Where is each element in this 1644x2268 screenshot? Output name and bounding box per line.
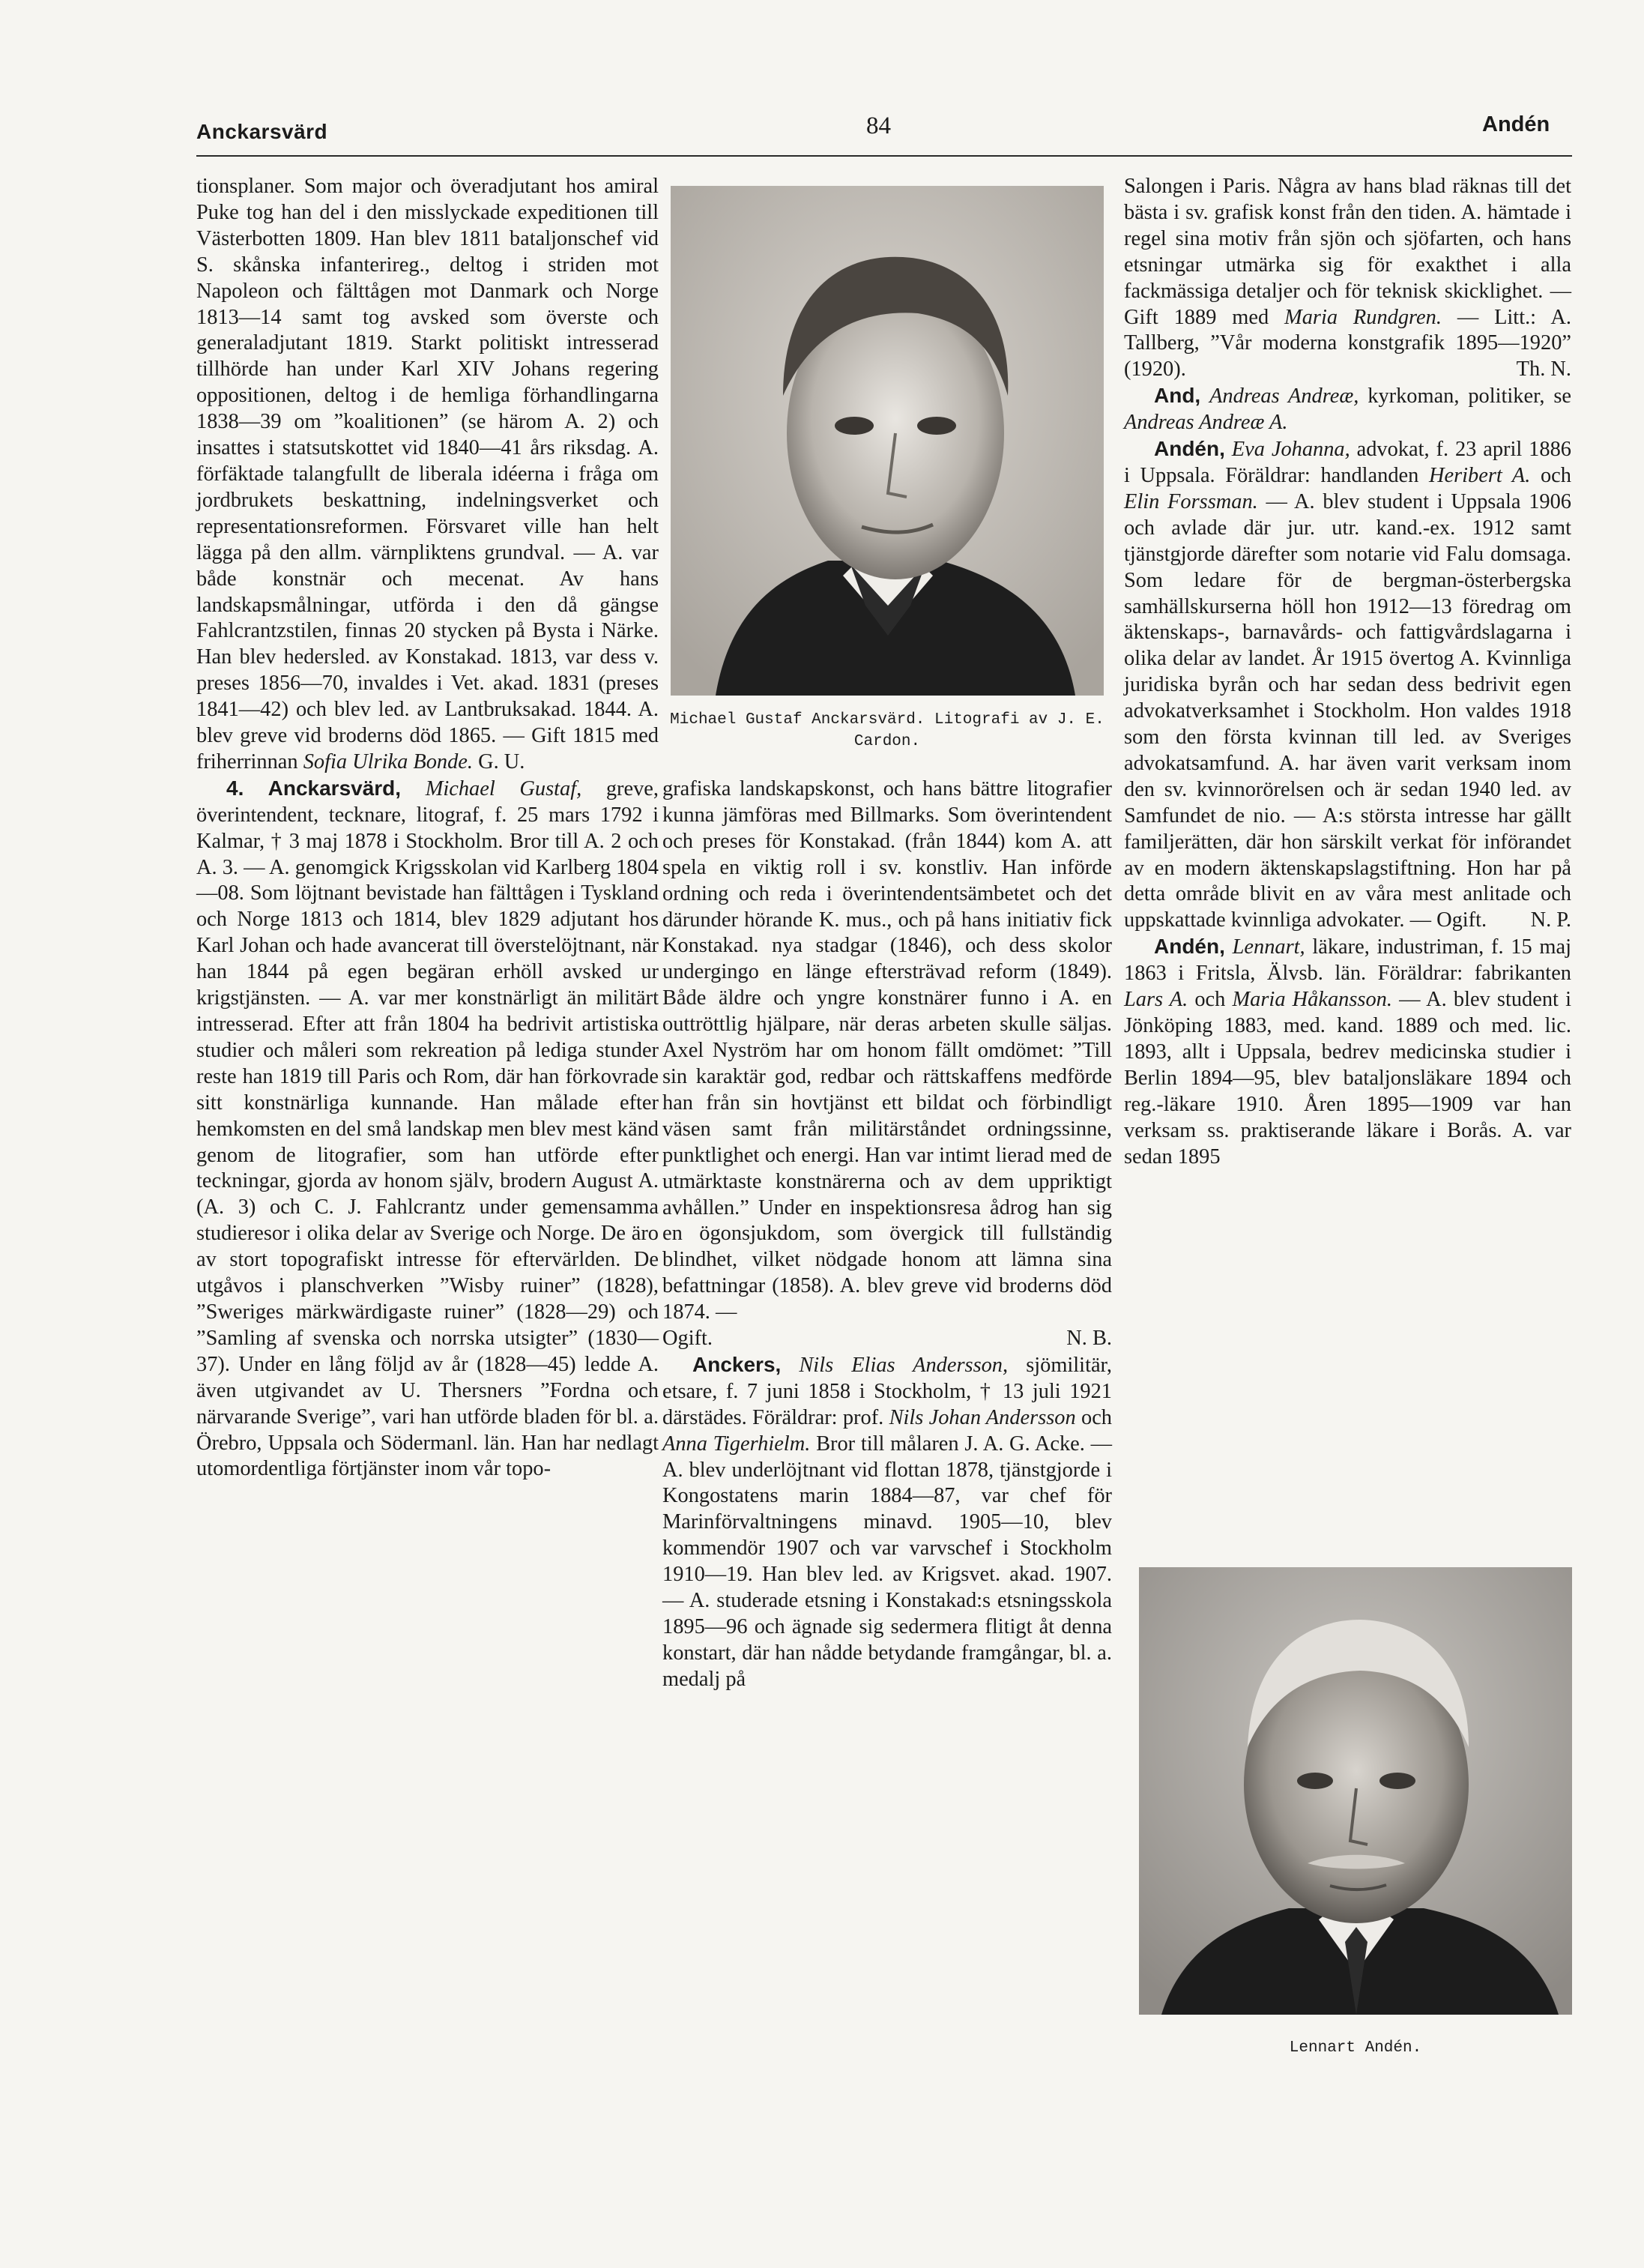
entry-headword: Andén, — [1154, 437, 1225, 461]
entry-given-name: Nils Elias Andersson, — [799, 1353, 1009, 1377]
spouse-name: Maria Rundgren. — [1284, 305, 1442, 329]
entry-text: — A. blev student i Uppsala 1906 och avlade där jur. utr. kand.-ex. 1912 samt tjänstgjorde därefter som notarie vid Falu domsaga. Som ledare för de bergman-österbergska samhällskurserna höll hon 1912—13 föredrag om äktenskaps-, barnavårds- och fattigvårdslagarna i olika delar av landet. År 1915 övertog A. Kvinnliga juridiska byrån och har sedan dess bedrivit egen advokatverksamhet i Stockholm. Hon valdes 1918 som den första kvinnan till led. av Sveriges advokatsamfund. A. har även varit verksam inom den sv. kvinnorörelsen och är sedan 1940 led. av Samfundet de nio. — A:s största intresse har gällt familjerätten, där hon särskilt verkat för införandet av en modern äktenskapslagstiftning. Hon har på detta område blivit en av våra mest anlitade och uppskattade kvinnliga advokater. — Ogift. — [1124, 489, 1571, 932]
portrait-1-caption: Michael Gustaf Anckarsvärd. Litografi av J. E. Cardon. — [670, 711, 1104, 750]
parent-name: Maria Håkansson. — [1232, 988, 1392, 1012]
portrait-photo-image — [1139, 1567, 1572, 2015]
author-signature: Th. N. — [1516, 358, 1571, 381]
entry-text: läkare, industriman, f. 15 maj 1863 i Fritsla, Älvsb. län. Föräldrar: fabrikanten — [1124, 935, 1571, 986]
entry-headword: 4. Anckarsvärd, — [226, 776, 402, 800]
entry-continuation — [662, 776, 1112, 1326]
entry-anckarsvard-4 — [196, 776, 659, 1483]
portrait-lennart-anden — [1139, 1567, 1572, 2015]
entry-text: tionsplaner. Som major och överadjutant hos amiral Puke tog han del i den misslyckade expeditionen till Västerbotten 1809. Han blev 1811 bataljonschef vid S. skånska infanterireg., deltog i striden mot Napoleon och fälttågen mot Danmark och Norge 1813—14 samt tog avsked som överste och generaladjutant 1819. Starkt politiskt intresserad tillhörde han under Karl XIV Johans regering oppositionen, deltog i de hemliga förhandlingarna 1838—39 om ”koalitionen” (se härom A. 2) och insattes i statsutskottet vid 1840—41 års riksdag. A. förfäktade talangfullt de liberala idéerna i fråga om jordbrukets beskattning, indelningsverket och representationsreformen. Försvaret ville han helt lägga på den allm. värnpliktens grundval. — A. var både konstnär och mecenat. Av hans landskapsmålningar, utförda i den då gängse Fahlcrantzstilen, finnas 20 stycken på Bysta i Närke. Han blev hedersled. av Konstakad. 1813, var dess v. preses 1856—70, invaldes i Vet. akad. 1831 (preses 1841—42) och blev led. av Lantbruksakad. 1844. A. blev greve vid broderns död 1865. — Gift 1815 med friherrinnan — [196, 175, 659, 773]
entry-text: och — [1540, 463, 1571, 487]
parent-name: Anna Tigerhielm. — [662, 1432, 811, 1456]
entry-given-name: Lennart, — [1232, 935, 1305, 959]
portrait-2-caption: Lennart Andén. — [1289, 2039, 1422, 2057]
parent-name: Nils Johan Andersson — [889, 1405, 1076, 1429]
entry-end-line — [662, 1326, 1112, 1352]
entry-given-name: Michael Gustaf, — [425, 776, 582, 800]
entry-text: — A. blev student i Jönköping 1883, med. kand. 1889 och med. lic. 1893, allt i Uppsala, bedrev medicinska studier i Berlin 1894—95, blev bataljonsläkare 1894 och reg.-läkare 1910. Åren 1895—1909 var han verksam ss. praktiserande läkare i Borås. A. var sedan 1895 — [1124, 988, 1571, 1168]
author-signature: N. B. — [1066, 1327, 1112, 1351]
entry-text: advokat, f. 23 april 1886 i Uppsala. Föräldrar: handlanden — [1124, 438, 1571, 487]
cross-reference: Andreas Andreæ A. — [1124, 411, 1288, 435]
author-signature: G. U. — [478, 750, 525, 773]
entry-text: — Litt.: A. Tallberg, ”Vår moderna konstgrafik 1895—1920” (1920). — [1124, 305, 1571, 381]
entry-given-name: Eva Johanna, — [1231, 438, 1350, 462]
spouse-name: Sofia Ulrika Bonde. — [303, 750, 473, 773]
entry-headword: Andén, — [1154, 935, 1225, 959]
author-signature: N. P. — [1530, 908, 1571, 932]
entry-text: och — [1194, 988, 1226, 1012]
entry-anden-eva — [1124, 436, 1571, 934]
entry-anckers — [662, 1352, 1112, 1693]
entry-text: och — [1081, 1405, 1112, 1429]
parent-name: Heribert A. — [1428, 463, 1531, 487]
entry-text: Salongen i Paris. Några av hans blad räknas till det bästa i sv. grafisk konst från den tiden. A. hämtade i regel sina motiv från sjön och sjöfarten, och hans etsningar utmärka sig för exakthet i alla fackmässiga detaljer och för teknisk skicklighet. — Gift 1889 med — [1124, 175, 1571, 329]
entry-continuation — [196, 174, 659, 776]
column-1 — [196, 174, 659, 1483]
entry-anden-lennart — [1124, 934, 1571, 1170]
entry-given-name: Andreas Andreæ, — [1209, 384, 1359, 408]
parent-name: Elin Forssman. — [1124, 489, 1258, 513]
entry-headword: And, — [1154, 384, 1201, 408]
portrait-lithograph-image — [671, 186, 1104, 696]
column-3 — [1124, 174, 1571, 1170]
running-head-left: Anckarsvärd — [196, 120, 328, 143]
entry-text: greve, överintendent, tecknare, litograf, f. 25 mars 1792 i Kalmar, † 3 maj 1878 i Stockholm. Bror till A. 2 och A. 3. — A. genomgick Krigsskolan vid Karlberg 1804—08. Som löjtnant bevistade han fälttågen i Tyskland och Norge 1813 och 1814, blev 1829 adjutant hos Karl Johan och hade avancerat till överstelöjtnant, när han 1844 på egen begäran erhöll avsked ur krigstjänsten. — A. var mer konstnärligt än militärt intresserad. Efter att från 1804 ha bedrivit artistiska studier och måleri som rekreation på lediga stunder reste han 1819 till Paris och Rom, där han förkovrade sitt konstnärliga kunnande. Han målade efter hemkomsten en del små landskap men blev mest känd genom de litografier, som han utförde efter teckningar, gjorda av honom själv, brodern August A. (A. 3) och C. J. Fahlcrantz under gemensamma studieresor i olika delar av Sverige och Norge. De äro av stort topografiskt intresse för eftervärlden. De utgåvos i planschverken ”Wisby ruiner” (1828), ”Sweriges märkwärdigaste ruiner” (1828—29) och ”Samling af svenska och norrska utsigter” (1830—37). Under en lång följd av år (1828—45) ledde A. även utgivandet av U. Thersners ”Fordna och närvarande Sverige”, vari han utförde bladen för bl. a. Örebro, Uppsala och Södermanl. län. Han har nedlagt utomordentliga förtjänster inom vår topo- — [196, 776, 659, 1481]
entry-text: Ogift. — [662, 1327, 713, 1351]
column-2 — [662, 776, 1112, 1693]
page-number: 84 — [866, 112, 891, 139]
entry-text: kyrkoman, politiker, se — [1368, 384, 1572, 408]
entry-text: Bror till målaren J. A. G. Acke. — A. blev underlöjtnant vid flottan 1878, tjänstgjorde i Kongostatens marin 1884—87, var chef för Marinförvaltningens minavd. 1905—10, blev kommendör 1907 och var varvschef i Stockholm 1910—19. Han blev led. av Krigsvet. akad. 1907. — A. studerade etsning i Konstakad:s etsningsskola 1895—96 och ägnade sig sedermera flitigt åt denna konstart, där han nådde betydande framgångar, bl. a. medalj på — [662, 1432, 1112, 1691]
parent-name: Lars A. — [1124, 988, 1188, 1012]
running-head-right: Andén — [1482, 112, 1550, 136]
portrait-michael-gustaf-anckarsvard — [671, 186, 1104, 696]
entry-text: grafiska landskapskonst, och hans bättre litografier kunna jämföras med Billmarks. Som överintendent och preses för Konstakad. (från 1844) kom A. att spela en viktig roll i sv. konstliv. Han införde ordning och reda i överintendentsämbetet och det därunder hörande K. mus., och på hans initiativ fick Konstakad. nya stadgar (1846), och dess skolor undergingo en länge eftersträvad reform (1849). Både äldre och yngre konstnärer funno i A. en outtröttlig hjälpare, när deras arbeten skulle säljas. Axel Nyström har om honom fällt omdömet: ”Till sin karaktär god, redbar och rättskaffens medförde han från sin hovtjänst ett bildat och förbindligt väsen samt från militärståndet ordningssinne, punktlighet och energi. Han var intimt lierad med de utmärktaste konstnärerna och av dem uppriktigt avhållen.” Under en inspektionsresa ådrog han sig en ögonsjukdom, som övergick till fullständig blindhet, vilket nödgade honom att lämna sina befattningar (1858). A. blev greve vid broderns död 1874. — — [662, 777, 1112, 1324]
header-rule — [196, 155, 1572, 157]
entry-continuation — [1124, 174, 1571, 383]
entry-text: sjömilitär, etsare, f. 7 juni 1858 i Stockholm, † 13 juli 1921 därstädes. Föräldrar: prof. — [662, 1353, 1112, 1429]
entry-and — [1124, 383, 1571, 436]
entry-headword: Anckers, — [692, 1352, 782, 1376]
